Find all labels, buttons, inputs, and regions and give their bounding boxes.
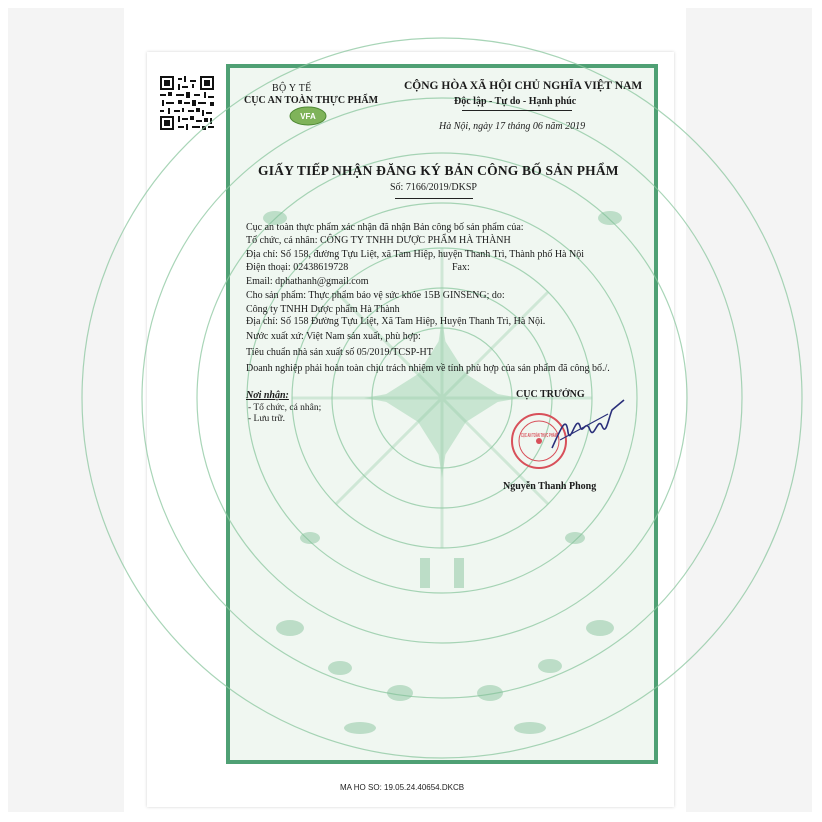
motto-underline — [462, 110, 572, 111]
country-name: CỘNG HÒA XÃ HỘI CHỦ NGHĨA VIỆT NAM — [404, 80, 643, 92]
document-number: Số: 7166/2019/DKSP — [390, 182, 477, 193]
body-line: Công ty TNHH Dược phẩm Hà Thành — [246, 304, 400, 315]
recipient-item: - Lưu trữ. — [248, 414, 285, 424]
recipient-item: - Tổ chức, cá nhân; — [248, 403, 322, 413]
ministry-name: BỘ Y TẾ — [272, 83, 312, 94]
body-line: Địa chỉ: Số 158, đường Tựu Liệt, xã Tam Hiệp, huyện Thanh Trì, Thành phố Hà Nội — [246, 249, 584, 260]
signature-icon — [548, 396, 628, 460]
number-underline — [395, 198, 473, 199]
qr-code-icon — [160, 76, 214, 130]
body-line: Nước xuất xứ: Việt Nam sản xuất, phù hợp: — [246, 331, 421, 342]
body-line: Tổ chức, cá nhân: CÔNG TY TNHH DƯỢC PHẨM HÀ THÀNH — [246, 235, 511, 246]
body-line: Điện thoại: 02438619728 — [246, 262, 349, 273]
body-line: Doanh nghiệp phải hoàn toàn chịu trách nhiệm về tính phù hợp của sản phẩm đã công bố./. — [246, 363, 610, 374]
agency-logo-icon — [289, 106, 327, 126]
recipients-heading: Nơi nhận: — [246, 390, 289, 401]
dateline: Hà Nội, ngày 17 tháng 06 năm 2019 — [439, 121, 586, 132]
agency-name: CỤC AN TOÀN THỰC PHẨM — [244, 95, 379, 106]
stamp-text: CỤC AN TOÀN THỰC PHẨM — [521, 433, 588, 439]
file-number: MA HO SO: 19.05.24.40654.DKCB — [340, 783, 465, 792]
body-line: Tiêu chuẩn nhà sản xuất số 05/2019/TCSP-HT — [246, 347, 433, 358]
agency-logo-text: VFA — [300, 112, 316, 121]
body-line: Cục an toàn thực phẩm xác nhận đã nhận Bản công bố sản phẩm của: — [246, 222, 524, 233]
director-title: CỤC TRƯỞNG — [516, 389, 585, 400]
body-line: Địa chỉ: Số 158 Đường Tựu Liệt, Xã Tam Hiệp, Huyện Thanh Trì, Hà Nội. — [246, 316, 546, 327]
document-title: GIẤY TIẾP NHẬN ĐĂNG KÝ BẢN CÔNG BỐ SẢN PHẨM — [258, 163, 619, 178]
fax-label: Fax: — [452, 262, 470, 273]
signer-name: Nguyễn Thanh Phong — [503, 481, 597, 492]
national-motto: Độc lập - Tự do - Hạnh phúc — [454, 96, 577, 107]
body-line: Cho sản phẩm: Thực phẩm bảo vệ sức khỏe 15B GINSENG; do: — [246, 290, 505, 301]
body-line: Email: dphathanh@gmail.com — [246, 276, 369, 287]
